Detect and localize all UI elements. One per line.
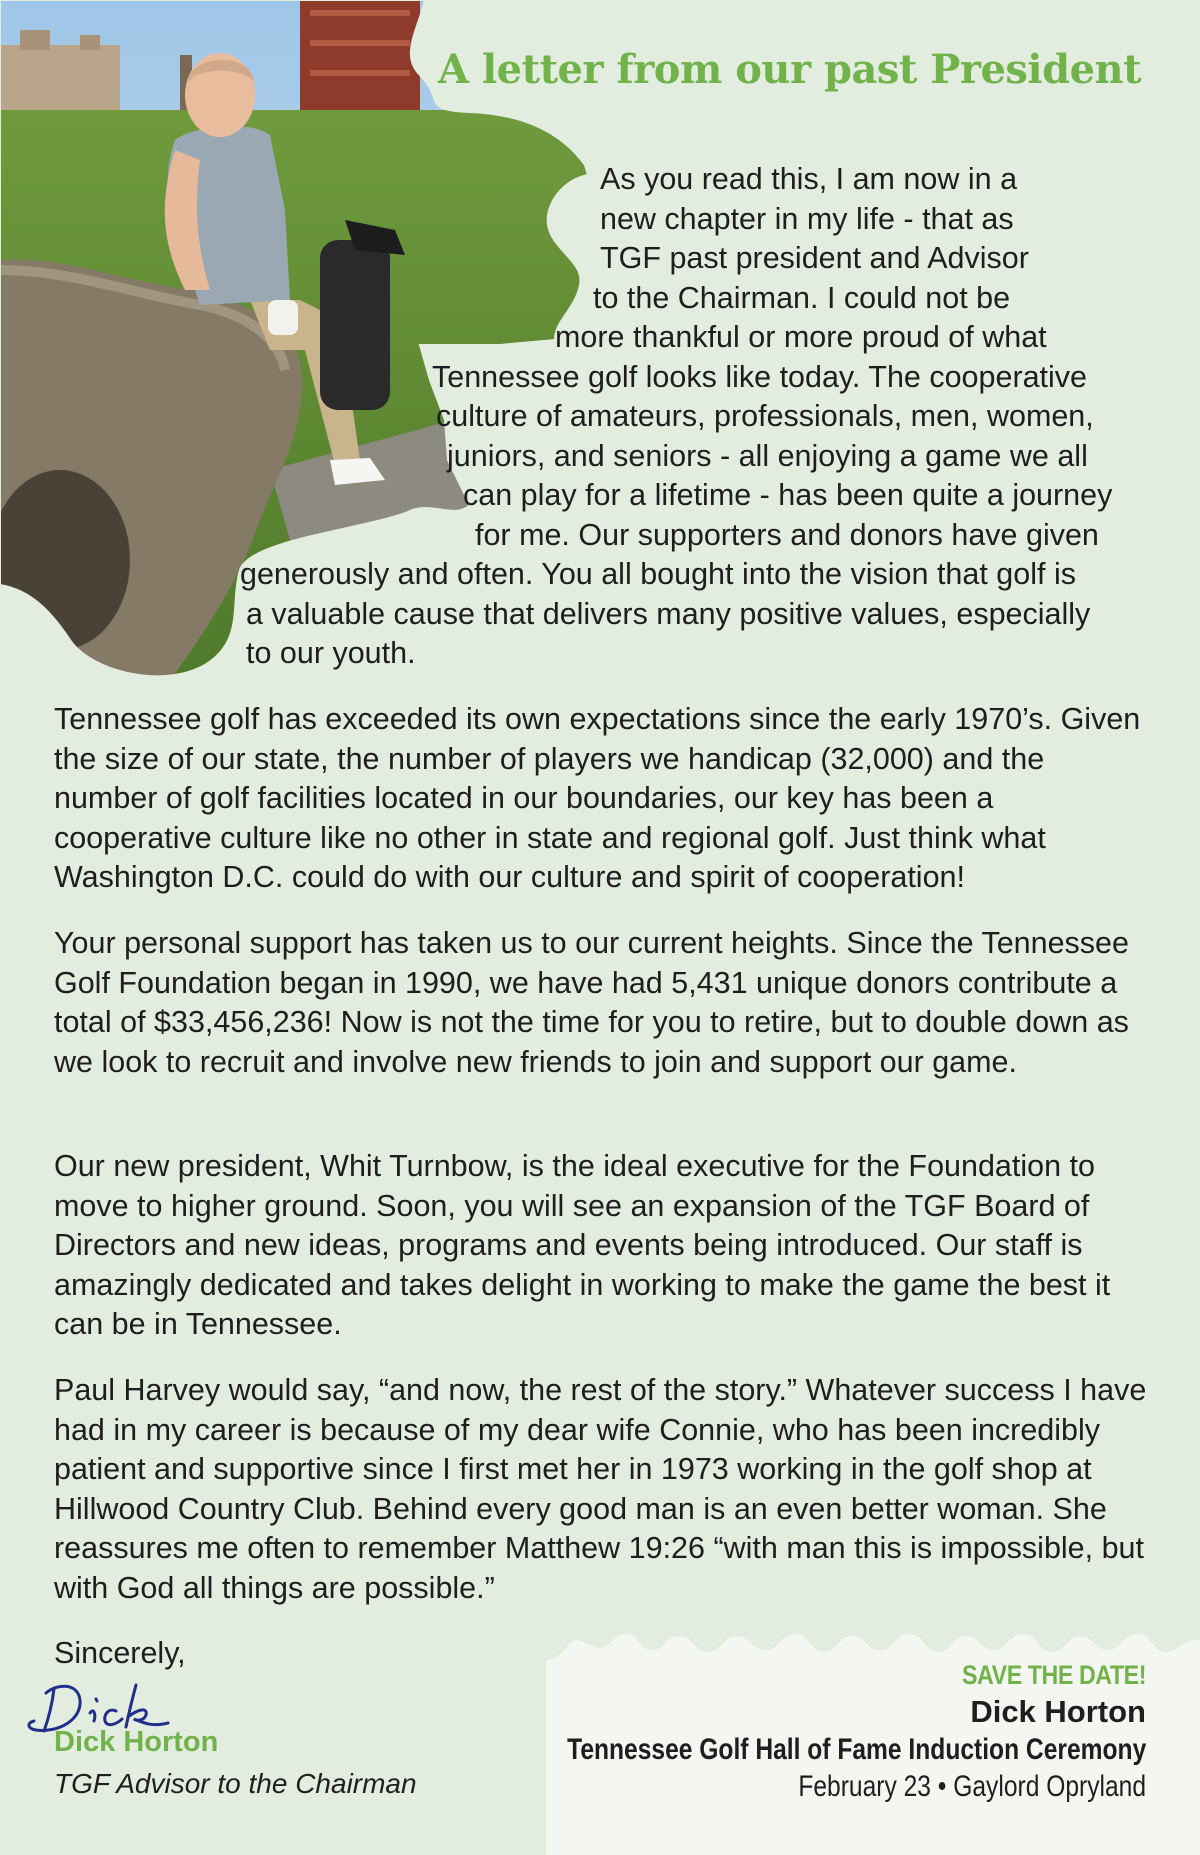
paragraph: Your personal support has taken us to our current heights. Since the Tennessee Golf Foundation began in 1990, we have had 5,431 unique donors contribute a total of $33,456,236! Now is not the time for you to retire, but to double down as we look to recruit and involve new friends to join and support our game. [54,926,1129,1079]
save-the-date-label: SAVE THE DATE! [961,1660,1146,1690]
intro-line: juniors, and seniors - all enjoying a game we all [447,439,1088,473]
intro-line: Tennessee golf looks like today. The cooperative [432,360,1088,394]
signer-name: Dick Horton [54,1726,219,1758]
intro-line: to the Chairman. I could not be [593,281,1011,315]
paragraph: Our new president, Whit Turnbow, is the ideal executive for the Foundation to move to higher ground. Soon, you will see an expansion of the TGF Board of Directors and new ideas, programs and events being introduced. Our staff is amazingly dedicated and takes delight in working to make the game the best it can be in Tennessee. [54,1149,1111,1341]
paragraph: Paul Harvey would say, “and now, the rest of the story.” Whatever success I have had in my career is because of my dear wife Connie, who has been incredibly patient and supportive since I first met her in 1973 working in the golf shop at Hillwood Country Club. Behind every good man is an even better woman. She reassures me often to remember Matthew 19:26 “with man this is impossible, but with God all things are possible.” [54,1373,1147,1605]
intro-line: new chapter in my life - that as [600,202,1014,236]
event-date-location: February 23 • Gaylord Opryland [798,1770,1146,1803]
letter-title: A letter from our past President [438,46,1142,93]
paragraph: Tennessee golf has exceeded its own expectations since the early 1970’s. Given the size of our state, the number of players we handicap (32,000) and the number of golf facilities located in our boundaries, our key has been a cooperative culture like no other in state and regional golf. Just think what Washington D.C. could do with our culture and spirit of cooperation! [54,702,1141,894]
intro-line: more thankful or more proud of what [555,320,1047,354]
intro-line: a valuable cause that delivers many positive values, especially [246,597,1091,631]
intro-line: to our youth. [246,636,416,670]
honoree-name: Dick Horton [970,1694,1146,1729]
intro-line: As you read this, I am now in a [600,162,1018,196]
intro-line: TGF past president and Advisor [600,241,1029,275]
intro-line: culture of amateurs, professionals, men, women, [436,399,1094,433]
intro-line: for me. Our supporters and donors have given [475,518,1099,552]
signer-title: TGF Advisor to the Chairman [54,1768,417,1799]
intro-line: generously and often. You all bought into the vision that golf is [240,557,1076,591]
intro-line: can play for a lifetime - has been quite a journey [463,478,1113,512]
event-name: Tennessee Golf Hall of Fame Induction Ceremony [566,1733,1146,1766]
signoff: Sincerely, [54,1636,186,1670]
